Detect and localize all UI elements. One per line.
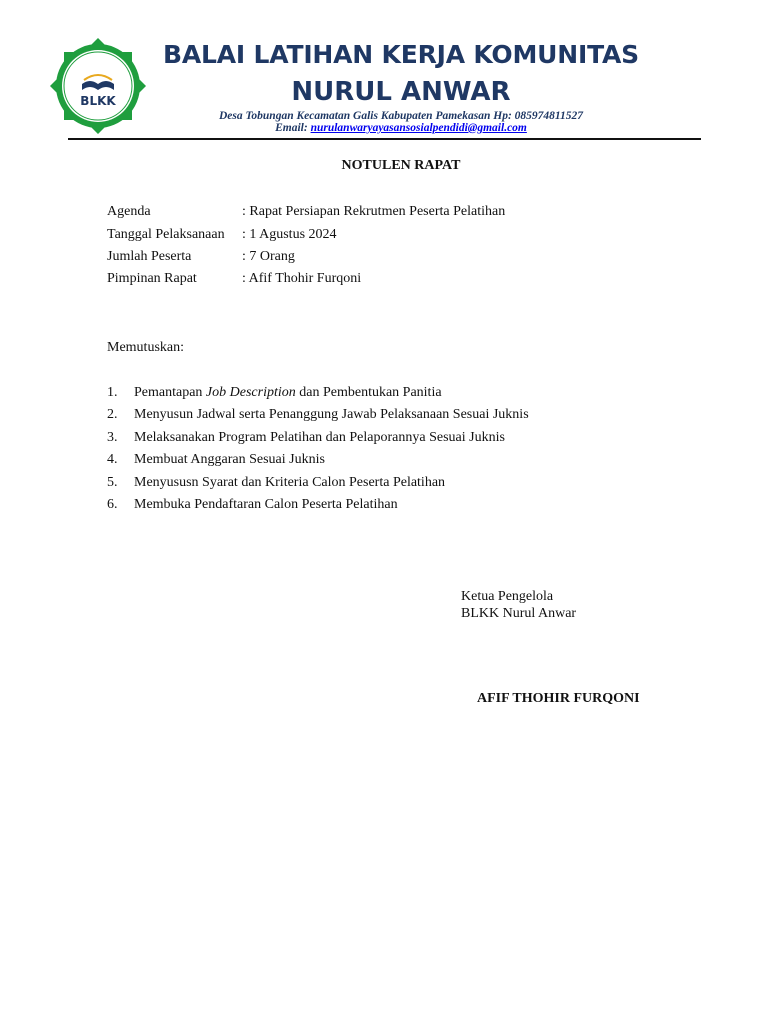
blkk-logo bbox=[40, 36, 156, 136]
document-title: NOTULEN RAPAT bbox=[341, 158, 461, 173]
info-value: : Afif Thohir Furqoni bbox=[242, 271, 362, 286]
info-value: : 7 Orang bbox=[242, 249, 295, 264]
info-label: Pimpinan Rapat bbox=[107, 271, 197, 286]
header-email-line bbox=[150, 122, 652, 134]
signature-role-line1: Ketua Pengelola bbox=[461, 589, 554, 604]
decision-text: Menyusun Jadwal serta Penanggung Jawab Pelaksanaan Sesuai Juknis bbox=[134, 407, 529, 422]
org-title-line2: NURUL ANWAR bbox=[291, 77, 511, 107]
email-link[interactable]: nurulanwaryayasansosialpendidi@gmail.com bbox=[310, 122, 527, 134]
decision-number: 5. bbox=[107, 475, 118, 490]
decision-heading: Memutuskan: bbox=[107, 340, 184, 355]
info-label: Tanggal Pelaksanaan bbox=[107, 227, 225, 242]
signature-role-line2: BLKK Nurul Anwar bbox=[461, 606, 577, 621]
email-label: Email: bbox=[275, 122, 311, 134]
decision-number: 4. bbox=[107, 452, 118, 467]
decision-text: Melaksanakan Program Pelatihan dan Pelaporannya Sesuai Juknis bbox=[134, 430, 505, 445]
info-value: : Rapat Persiapan Rekrutmen Peserta Pelatihan bbox=[242, 204, 506, 219]
decision-number: 1. bbox=[107, 385, 118, 400]
decision-number: 2. bbox=[107, 407, 118, 422]
decision-text: Menyususn Syarat dan Kriteria Calon Peserta Pelatihan bbox=[134, 475, 446, 490]
signature-name: AFIF THOHIR FURQONI bbox=[477, 691, 640, 706]
decision-text: Membuat Anggaran Sesuai Juknis bbox=[134, 452, 325, 467]
logo-text: BLKK bbox=[80, 94, 116, 108]
org-title-line1: BALAI LATIHAN KERJA KOMUNITAS bbox=[163, 40, 639, 69]
info-label: Agenda bbox=[107, 204, 151, 219]
info-label: Jumlah Peserta bbox=[107, 249, 192, 264]
header-address: Desa Tobungan Kecamatan Galis Kabupaten Pamekasan Hp: 085974811527 bbox=[218, 110, 584, 122]
header-divider bbox=[68, 138, 701, 140]
decision-text: Pemantapan Job Description dan Pembentukan Panitia bbox=[134, 385, 442, 400]
decision-number: 6. bbox=[107, 497, 118, 512]
decision-text: Membuka Pendaftaran Calon Peserta Pelatihan bbox=[134, 497, 398, 512]
decision-number: 3. bbox=[107, 430, 118, 445]
info-value: : 1 Agustus 2024 bbox=[242, 227, 337, 242]
